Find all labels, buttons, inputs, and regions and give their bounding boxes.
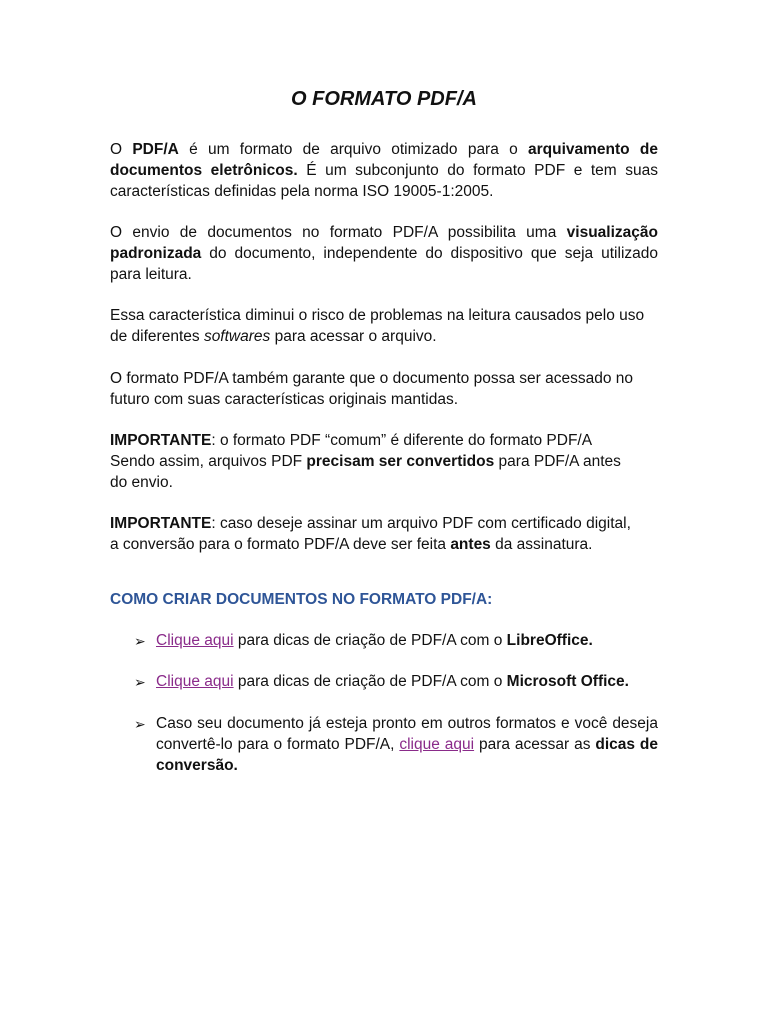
text-run: para acessar as	[474, 735, 596, 753]
paragraph-important-1	[110, 431, 658, 493]
arrow-bullet-icon: ➢	[134, 632, 146, 649]
document-page	[110, 86, 658, 797]
text-run: para acessar o arquivo.	[270, 328, 437, 346]
bold-run: visualização padronizada	[110, 224, 658, 262]
text-run: O envio de documentos no formato PDF/A possibilita uma	[110, 224, 567, 242]
text-run: : o formato PDF “comum” é diferente do formato PDF/A	[211, 432, 593, 450]
link-conversion-tips[interactable]: clique aqui	[399, 735, 475, 753]
text-run: Caso seu documento já esteja pronto em outros formatos e você deseja convertê-lo para o formato PDF/A,	[156, 714, 658, 753]
paragraph-risk	[110, 306, 658, 348]
text-run: O formato PDF/A também garante que o documento possa ser acessado no futuro com suas características originais mantidas.	[110, 369, 633, 408]
arrow-bullet-icon: ➢	[134, 674, 146, 691]
text-run: para dicas de criação de PDF/A com o	[233, 673, 507, 691]
italic-run: softwares	[203, 328, 271, 346]
bold-run: arquivamento de documentos eletrônicos.	[110, 141, 658, 179]
list-item	[110, 631, 658, 652]
text-run: da assinatura.	[490, 536, 593, 554]
list-item	[110, 672, 658, 693]
text-run: Sendo assim, arquivos PDF	[110, 452, 307, 470]
link-microsoft-office[interactable]: Clique aqui	[156, 673, 234, 691]
link-libreoffice[interactable]: Clique aqui	[156, 631, 234, 649]
text-run: Essa característica diminui o risco de problemas na leitura causados pelo uso de diferentes	[110, 307, 645, 346]
paragraph-intro	[110, 140, 658, 202]
text-run: : caso deseje assinar um arquivo PDF com certificado digital,	[211, 515, 631, 533]
list-item	[110, 714, 658, 776]
bullet-list	[110, 631, 658, 777]
text-run: do documento, independente do dispositivo que seja utilizado para leitura.	[110, 244, 658, 283]
text-run: para dicas de criação de PDF/A com o	[233, 631, 507, 649]
bold-run: IMPORTANTE	[110, 515, 212, 533]
bold-run: dicas de conversão.	[156, 735, 659, 774]
text-run: É um subconjunto do formato PDF e tem suas características definidas pela norma ISO 19005-1:2005.	[110, 161, 658, 200]
text-run: do envio.	[110, 473, 173, 491]
document-title: O FORMATO PDF/A	[291, 88, 477, 110]
paragraph-future	[110, 369, 658, 411]
section-heading: COMO CRIAR DOCUMENTOS NO FORMATO PDF/A:	[110, 590, 493, 608]
bold-run: precisam ser convertidos	[306, 452, 495, 470]
text-run: é um formato de arquivo otimizado para o	[178, 141, 528, 158]
bold-run: Microsoft Office.	[506, 673, 629, 691]
paragraph-visualization	[110, 223, 658, 285]
paragraph-important-2	[110, 514, 658, 556]
bold-run: IMPORTANTE	[110, 432, 212, 450]
bold-run: antes	[450, 536, 491, 554]
text-run: a conversão para o formato PDF/A deve ser feita	[110, 536, 451, 554]
text-run: para PDF/A antes	[494, 452, 621, 470]
bold-run: LibreOffice.	[506, 631, 593, 649]
arrow-bullet-icon: ➢	[134, 715, 146, 732]
text-run: O	[110, 141, 133, 158]
bold-run: PDF/A	[132, 141, 179, 158]
